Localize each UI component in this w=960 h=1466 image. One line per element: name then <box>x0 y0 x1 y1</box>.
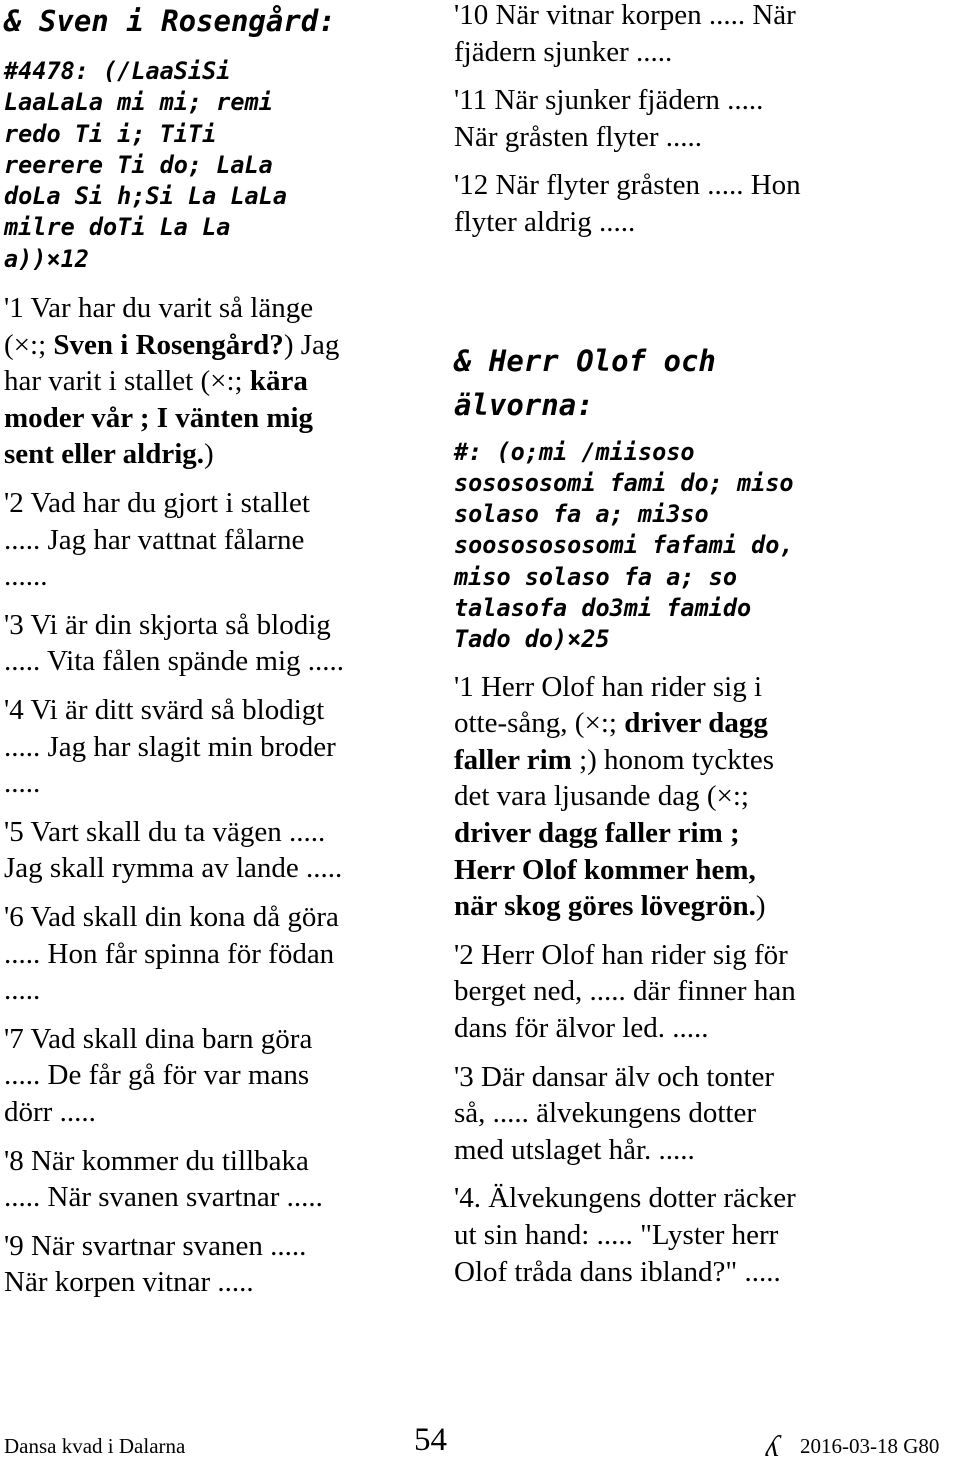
page-footer <box>0 1422 960 1466</box>
footer-date-code: 2016-03-18 G80 <box>800 1434 940 1458</box>
notation-line: talasofa do3mi famido <box>454 594 752 623</box>
left-column <box>4 0 434 1301</box>
notation-line: reerere Ti do; LaLa <box>4 150 273 179</box>
notation-line: soososososomi fafami do, <box>454 531 794 560</box>
notation-line: sosososomi fami do; miso <box>454 468 794 497</box>
notation-line: milre doTi La La <box>4 213 231 242</box>
footer-source-title: Dansa kvad i Dalarna <box>4 1434 186 1458</box>
song-title-herr-olof: & Herr Olof och älvorna: <box>454 343 716 422</box>
notation-block-right <box>454 437 954 656</box>
notation-line: a))×12 <box>4 244 89 273</box>
notation-line: #: (o;mi /miisoso <box>454 437 695 466</box>
stanza-12-right: '12 När flyter gråsten ..... Hon flyter aldrig ..... <box>454 169 801 238</box>
notation-line: #4478: (/LaaSiSi <box>4 57 231 85</box>
stanza-3-left: '3 Vi är din skjorta så blodig ..... Vita fålen spände mig ..... <box>4 608 345 678</box>
notation-line: Tado do)×25 <box>454 625 610 654</box>
stanza-2-right: '2 Herr Olof han rider sig för berget ned, ..... där finner han dans för älvor led. ..... <box>454 938 796 1044</box>
notation-line: doLa Si h;Si La LaLa <box>4 182 287 211</box>
stanza-4-right: '4. Älvekungens dotter räcker ut sin hand: ..... "Lyster herr Olof tråda dans ibland?" ..... <box>454 1182 796 1288</box>
notation-line: miso solaso fa a; so <box>454 562 737 591</box>
stanza-5-left: '5 Vart skall du ta vägen ..... Jag skall rymma av lande ..... <box>4 815 343 885</box>
stanza-6-left: '6 Vad skall din kona då göra ..... Hon får spinna för födan ..... <box>4 900 339 1007</box>
stanza-8-left: '8 När kommer du tillbaka ..... När svanen svartnar ..... <box>4 1144 323 1214</box>
notation-line: LaaLaLa mi mi; remi <box>4 88 273 117</box>
stanza-11-right: '11 När sjunker fjädern ..... När gråsten flyter ..... <box>454 84 764 153</box>
stanza-1-left: '1 Var har du varit så länge (×:; Sven i Rosengård?) Jag har varit i stallet (×:; kära moder vår ; I vänten mig sent eller aldrig.) <box>4 292 340 471</box>
stanza-4-left: '4 Vi är ditt svärd så blodigt ..... Jag har slagit min broder ..... <box>4 694 336 800</box>
stanza-2-left: '2 Vad har du gjort i stallet ..... Jag har vattnat fålarne ...... <box>4 487 310 593</box>
stanza-9-left: '9 När svartnar svanen ..... När korpen vitnar ..... <box>4 1229 307 1299</box>
stanza-3-right: '3 Där dansar älv och tonter så, ..... älvekungens dotter med utslaget hår. ..... <box>454 1060 775 1166</box>
footer-symbol-icon: ʎ <box>765 1428 779 1463</box>
notation-block-left <box>4 56 434 275</box>
stanza-7-left: '7 Vad skall dina barn göra ..... De får gå för var mans dörr ..... <box>4 1022 313 1128</box>
right-column <box>454 0 954 1290</box>
stanza-10-right: '10 När vitnar korpen ..... När fjädern sjunker ..... <box>454 0 796 68</box>
stanza-1-right: '1 Herr Olof han rider sig i otte-sång, (×:; driver dagg faller rim ;) honom tycktes det vara ljusande dag (×:; driver dagg faller rim ; Herr Olof kommer hem, när skog göres lövegrön.) <box>454 670 774 923</box>
page-number: 54 <box>414 1422 447 1458</box>
song-title-sven: & Sven i Rosengård: <box>4 4 336 38</box>
notation-line: redo Ti i; TiTi <box>4 119 217 148</box>
notation-line: solaso fa a; mi3so <box>454 500 709 529</box>
